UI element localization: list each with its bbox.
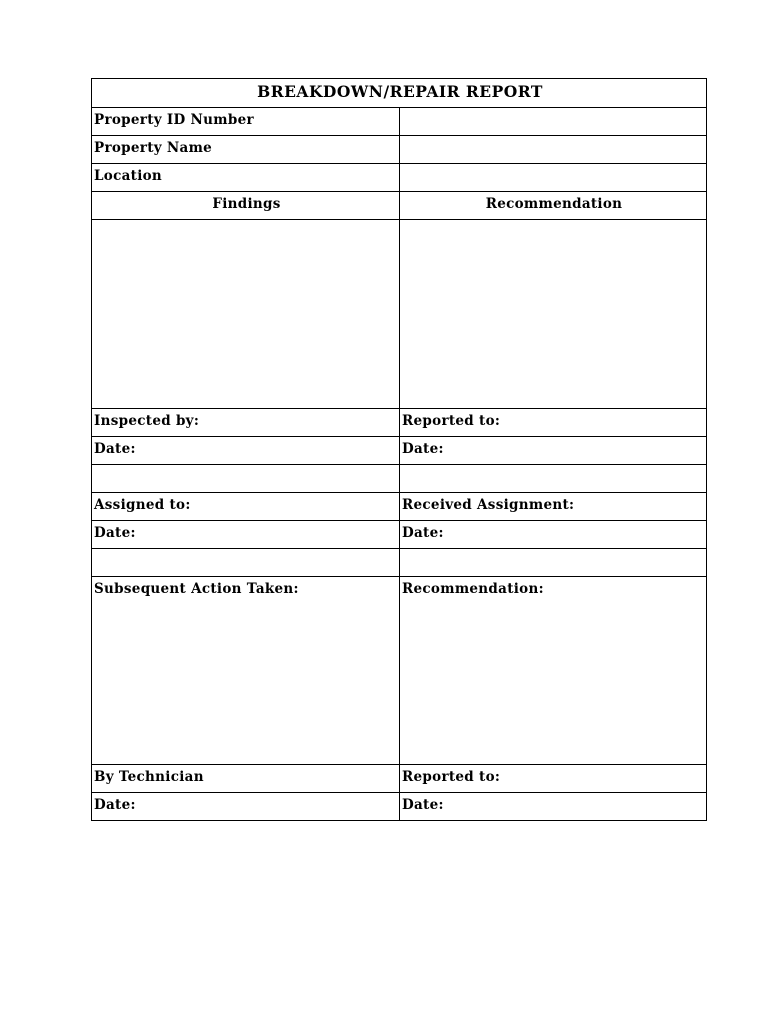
- reported-date-label: Date:: [400, 793, 707, 821]
- received-date-label: Date:: [400, 521, 707, 549]
- recommendation-field[interactable]: [400, 220, 707, 409]
- subsequent-action-row: [92, 577, 707, 765]
- location-label: Location: [92, 164, 400, 192]
- reported-to-label: Reported to:: [400, 409, 707, 437]
- property-id-label: Property ID Number: [92, 108, 400, 136]
- technician-date-label: Date:: [92, 793, 400, 821]
- property-id-row: [92, 108, 707, 136]
- assigned-date-row: [92, 521, 707, 549]
- property-name-label: Property Name: [92, 136, 400, 164]
- findings-header-row: [92, 192, 707, 220]
- technician-date-row: [92, 793, 707, 821]
- spacer-row: [92, 549, 707, 577]
- findings-header: Findings: [92, 192, 400, 220]
- inspected-row: [92, 409, 707, 437]
- reported-to-label: Reported to:: [400, 765, 707, 793]
- recommendation-header: Recommendation: [400, 192, 707, 220]
- findings-field[interactable]: [92, 220, 400, 409]
- spacer-cell-right: [400, 549, 707, 577]
- recommendation-label[interactable]: Recommendation:: [400, 577, 707, 765]
- by-technician-label: By Technician: [92, 765, 400, 793]
- title-row: [92, 79, 707, 108]
- spacer-row: [92, 465, 707, 493]
- property-name-field[interactable]: [400, 136, 707, 164]
- technician-row: [92, 765, 707, 793]
- inspected-date-label: Date:: [92, 437, 400, 465]
- spacer-cell-left: [92, 549, 400, 577]
- assigned-date-label: Date:: [92, 521, 400, 549]
- inspected-date-row: [92, 437, 707, 465]
- received-assignment-label: Received Assignment:: [400, 493, 707, 521]
- property-id-field[interactable]: [400, 108, 707, 136]
- location-row: [92, 164, 707, 192]
- spacer-cell-right: [400, 465, 707, 493]
- repair-report-form: [91, 78, 707, 821]
- reported-date-label: Date:: [400, 437, 707, 465]
- location-field[interactable]: [400, 164, 707, 192]
- spacer-cell-left: [92, 465, 400, 493]
- inspected-by-label: Inspected by:: [92, 409, 400, 437]
- assigned-to-label: Assigned to:: [92, 493, 400, 521]
- assigned-row: [92, 493, 707, 521]
- property-name-row: [92, 136, 707, 164]
- form-title: BREAKDOWN/REPAIR REPORT: [92, 79, 707, 108]
- findings-body-row: [92, 220, 707, 409]
- subsequent-action-label[interactable]: Subsequent Action Taken:: [92, 577, 400, 765]
